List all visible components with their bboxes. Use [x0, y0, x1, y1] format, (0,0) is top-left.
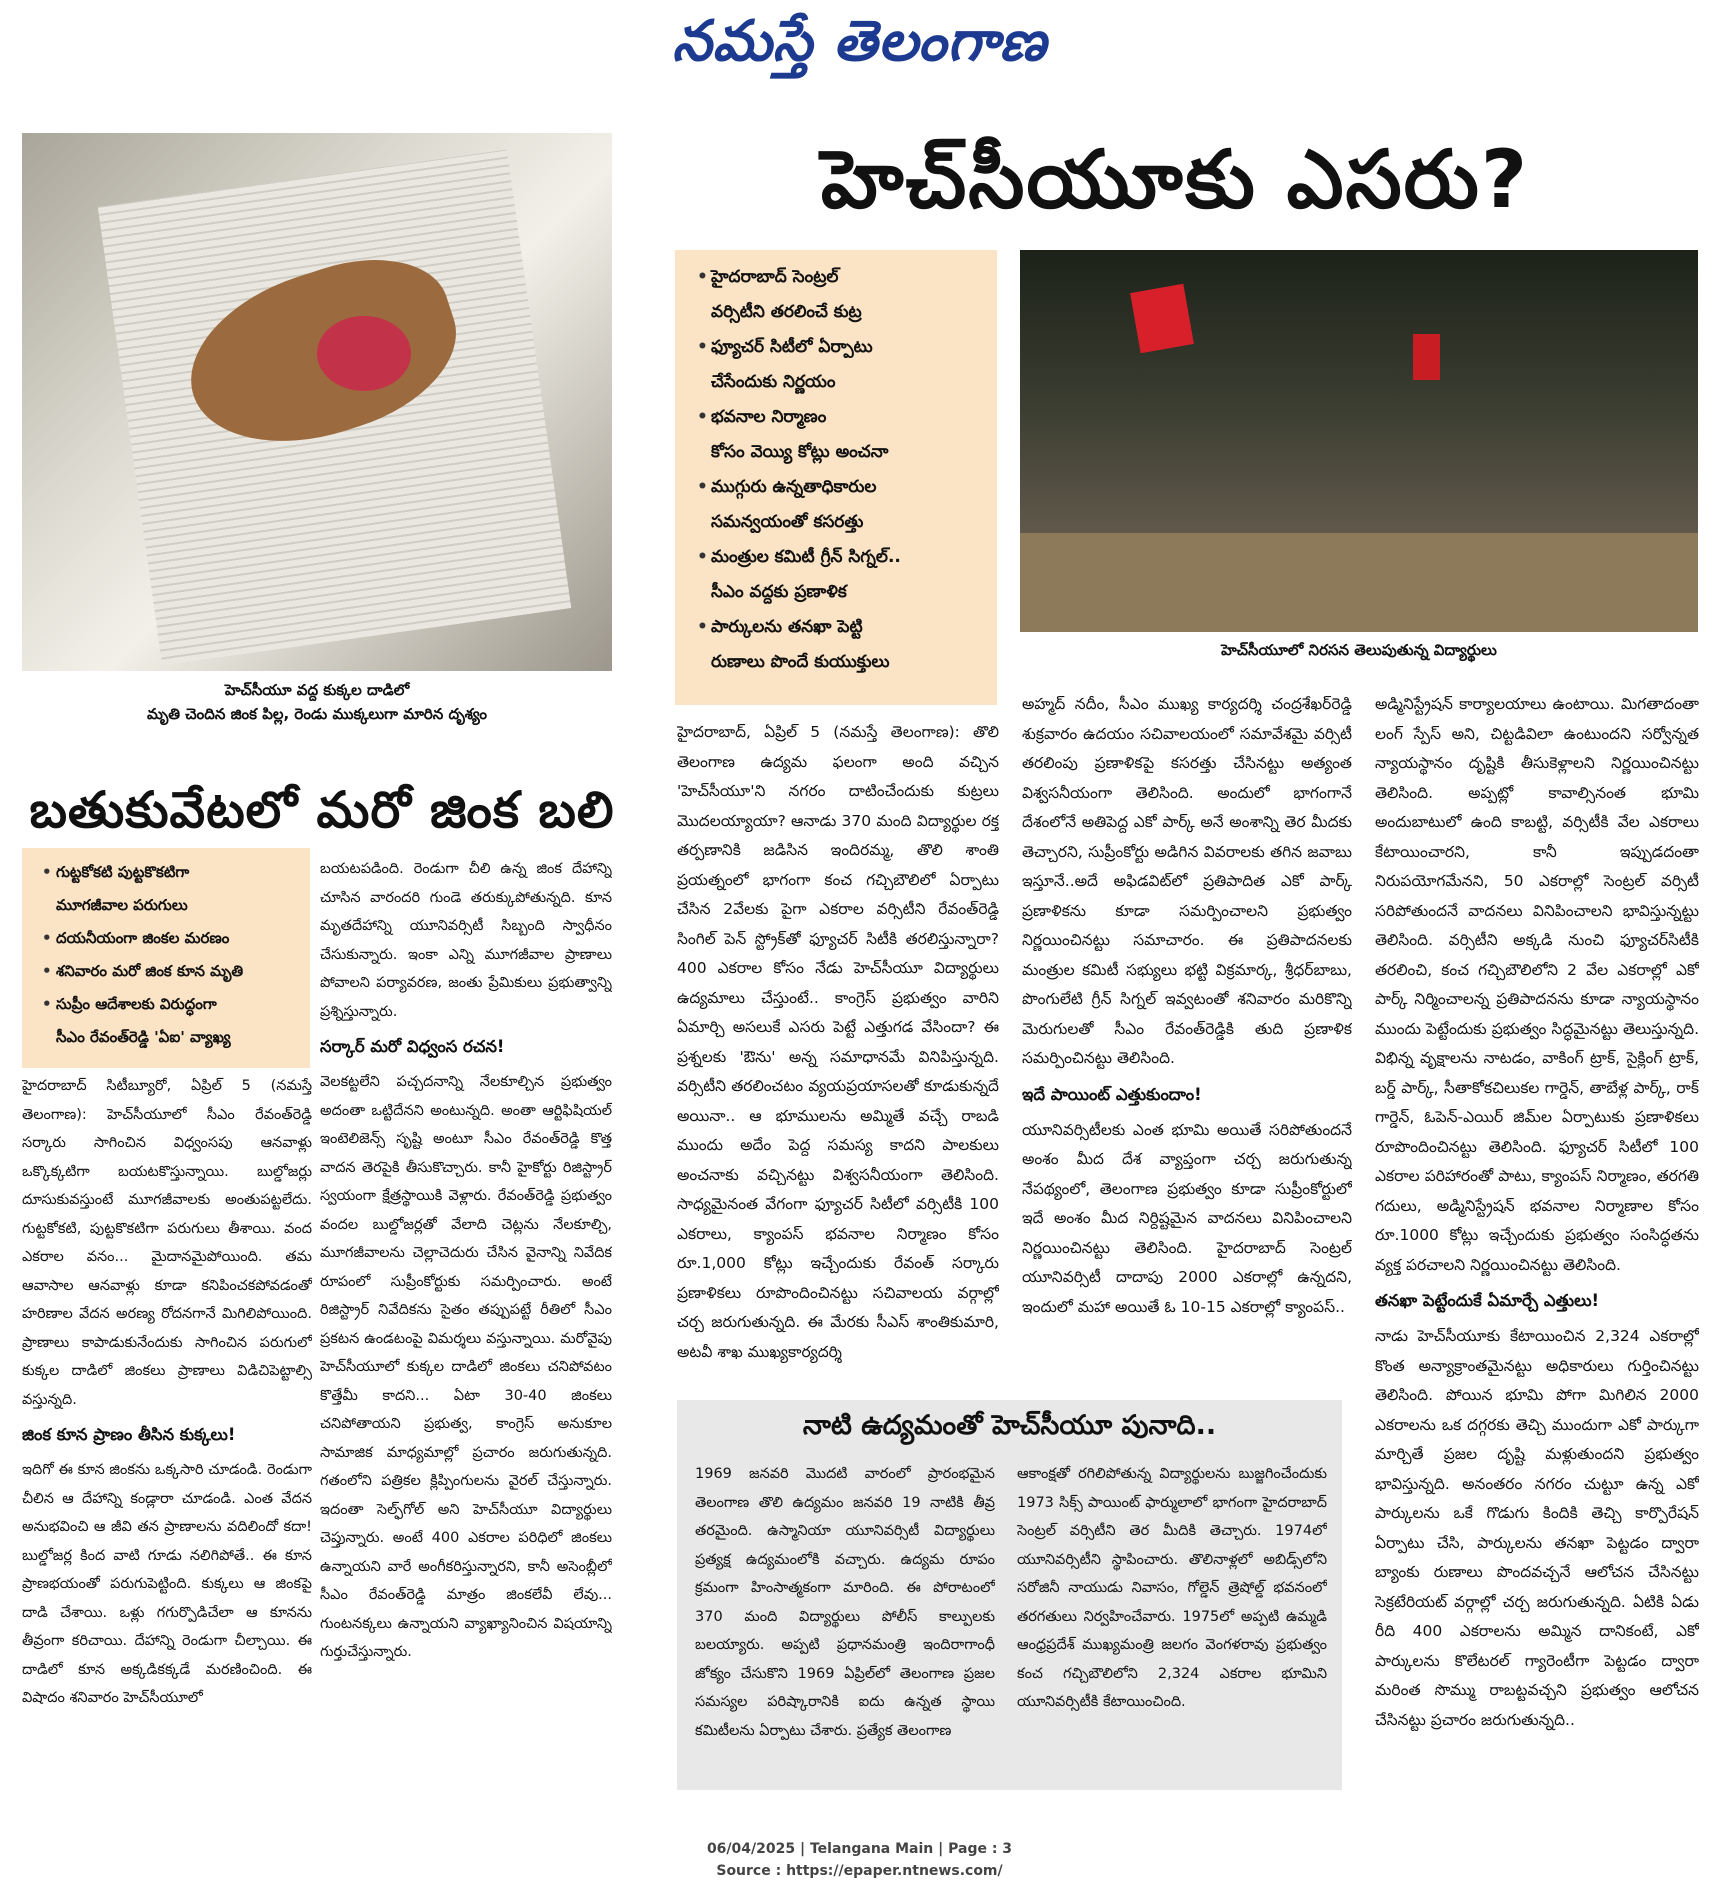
- subheading: జింక కూన ప్రాణం తీసిన కుక్కలు!: [22, 1425, 236, 1444]
- main-headline: హెచ్‌సీయూకు ఎసరు?: [820, 133, 1530, 226]
- history-box-column-1: 1969 జనవరి మొదటి వారంలో ప్రారంభమైన తెలంగాణ తొలి ఉద్యమం జనవరి 19 నాటికి తీవ్ర తరమైంది. ఉస్మానియా యూనివర్సిటీ విద్యార్థులు ప్రత్యక్ష ఉద్యమంలోకి వచ్చారు. ఉద్యమ రూపం క్రమంగా హింసాత్మకంగా మారింది. ఈ పోరాటంలో 370 మంది విద్యార్థులు పోలీస్ కాల్పులకు బలయ్యారు. అప్పటి ప్రధానమంత్రి ఇందిరాగాంధీ జోక్యం చేసుకొని 1969 ఏప్రిల్‌లో తెలంగాణ ప్రజల సమస్యల పరిష్కారానికి ఐదు ఉన్నత స్థాయి కమిటీలను ఏర్పాటు చేశారు. ప్రత్యేక తెలంగాణ: [695, 1466, 995, 1739]
- footer-date-edition: 06/04/2025 | Telangana Main | Page : 3: [706, 1841, 1013, 1857]
- highlight-item: • గుట్టకోకటి పుట్టకొకటిగా మూగజీవాల పరుగులు: [56, 856, 302, 922]
- highlight-item: • శనివారం మరో జింక కూన మృతి: [56, 955, 302, 988]
- highlight-item: • మంత్రుల కమిటీ గ్రీన్ సిగ్నల్.. సీఎం వద్దకు ప్రణాళిక: [711, 540, 983, 610]
- paragraph: అహ్మద్ నదీం, సీఎం ముఖ్య కార్యదర్శి చంద్రశేఖర్‌రెడ్డి శుక్రవారం ఉదయం సచివాలయంలో సమావేశమై వర్సిటీ తరలింపు ప్రణాళికపై కసరత్తు చేసినట్టు అత్యంత విశ్వసనీయంగా తెలిసింది. అందులో భాగంగానే దేశంలోనే అతిపెద్ద ఎకో పార్క్ అనే అంశాన్ని తెర మీదకు తెచ్చారని, సుప్రీంకోర్టు అడిగిన వివరాలకు తగిన జవాబు ఇస్తూనే..అదే అఫిడవిట్‌లో ప్రతిపాదిత ఎకో పార్క్ ప్రణాళికను కూడా సమర్పించాలని ప్రభుత్వం నిర్ణయించినట్టు సమాచారం. ఈ ప్రతిపాదనలకు మంత్రుల కమిటీ సభ్యులు భట్టి విక్రమార్క, శ్రీధర్‌బాబు, పొంగులేటి గ్రీన్ సిగ్నల్ ఇవ్వటంతో శనివారం మరికొన్ని మెరుగులతో సీఎం రేవంత్‌రెడ్డికి తుది ప్రణాళిక సమర్పించినట్టు తెలిసింది.: [1022, 695, 1352, 1067]
- highlight-item: • భవనాల నిర్మాణం కోసం వెయ్యి కోట్లు అంచనా: [711, 400, 983, 470]
- paragraph: యూనివర్సిటీలకు ఎంత భూమి అయితే సరిపోతుందనే అంశం మీద దేశ వ్యాప్తంగా చర్చ జరుగుతున్న నేపథ్యంలో, తెలంగాణ ప్రభుత్వం కూడా సుప్రీంకోర్టులో ఇదే అంశం మీద నిర్దిష్టమైన వాదనలు వినిపించాలని నిర్ణయించినట్టు తెలిసింది. హైదరాబాద్ సెంట్రల్ యూనివర్సిటీ దాదాపు 2000 ఎకరాల్లో ఉన్నదని, ఇందులో మహా అయితే ఓ 10-15 ఎకరాల్లో క్యాంపస్..: [1022, 1120, 1352, 1316]
- deer-story-column-1: [22, 1072, 312, 1832]
- subheading: సర్కార్ మరో విధ్వంస రచన!: [320, 1037, 505, 1056]
- highlight-item: • సుప్రీం ఆదేశాలకు విరుద్ధంగా సీఎం రేవంత్‌రెడ్డి 'ఏఐ' వ్యాఖ్య: [56, 988, 302, 1054]
- paragraph: వెలకట్టలేని పచ్చదనాన్ని నేలకూల్చిన ప్రభుత్వం అదంతా ఒట్టిదేనని అంటున్నది. అంతా ఆర్టిఫిషియల్ ఇంటెలిజెన్స్ సృష్టి అంటూ సీఎం రేవంత్‌రెడ్డి కొత్త వాదన తెరపైకి తీసుకొచ్చారు. కానీ హైకోర్టు రిజిస్ట్రార్ స్వయంగా క్షేత్రస్థాయికి వెళ్లారు. రేవంత్‌రెడ్డి ప్రభుత్వం వందల బుల్డోజర్లతో వేలాది చెట్లను నేలకూల్చి, మూగజీవాలను చెల్లాచెదురు చేసిన వైనాన్ని నివేదిక రూపంలో సుప్రీంకోర్టుకు సమర్పించారు. అంటే రిజిస్ట్రార్ నివేదికను సైతం తప్పుపట్టే రీతిలో సీఎం ప్రకటన ఉండటంపై విమర్శలు వస్తున్నాయి. మరోవైపు హెచ్‌సీయూలో కుక్కల దాడిలో జింకలు చనిపోవటం కొత్తేమీ కాదని... ఏటా 30-40 జింకలు చనిపోతాయని ప్రభుత్వ, కాంగ్రెస్ అనుకూల సామాజిక మాధ్యమాల్లో ప్రచారం జరుగుతున్నది. గతంలోని పత్రికల క్లిప్పింగులను వైరల్ చేస్తున్నారు. ఇదంతా సెల్ఫ్‌గోల్ అని హెచ్‌సీయూ విద్యార్థులు చెప్తున్నారు. అంటే 400 ఎకరాల పరిధిలో జింకలు ఉన్నాయని వారే అంగీకరిస్తున్నారని, కానీ అసెంబ్లీలో సీఎం రేవంత్‌రెడ్డి మాత్రం జింకలేవీ లేవు... గుంటనక్కలు ఉన్నాయని వ్యాఖ్యానించిన విషయాన్ని గుర్తుచేస్తున్నారు.: [320, 1074, 612, 1660]
- deer-photo: [22, 133, 612, 671]
- paragraph: ఇదిగో ఈ కూన జింకను ఒక్కసారి చూడండి. రెండుగా చీలిన ఆ దేహాన్ని కండ్లారా చూడండి. ఎంత వేదన అనుభవించి ఆ జీవి తన ప్రాణాలను వదిలిందో కదా! బుల్డోజర్ల కింద వాటి గూడు నలిగిపోతే.. ఈ కూన ప్రాణభయంతో పరుగుపెట్టింది. కుక్కలు ఆ జింకపై దాడి చేశాయి. ఒళ్లు గగుర్పొడిచేలా ఆ కూనను తీవ్రంగా కరిచాయి. దేహాన్ని రెండుగా చీల్చాయి. ఈ దాడిలో కూన అక్కడికక్కడే మరణించింది. ఈ విషాదం శనివారం హెచ్‌సీయూలో: [22, 1462, 312, 1706]
- highlight-item: • పార్కులను తనఖా పెట్టి రుణాలు పొందే కుయుక్తులు: [711, 610, 983, 680]
- protest-photo: [1020, 250, 1698, 632]
- highlight-item: • హైదరాబాద్ సెంట్రల్ వర్సిటీని తరలించే కుట్ర: [711, 260, 983, 330]
- paragraph: హైదరాబాద్, ఏప్రిల్ 5 (నమస్తే తెలంగాణ): తొలి తెలంగాణ ఉద్యమ ఫలంగా అంది వచ్చిన 'హెచ్‌సీయూ'ని నగరం దాటించేందుకు కుట్రలు మొదలయ్యాయా? ఆనాడు 370 మంది విద్యార్థుల రక్త తర్పణానికి జడిసిన ఇందిరమ్మ, తొలి శాంతి ప్రయత్నంలో భాగంగా కంచ గచ్చిబౌలిలో ఏర్పాటు చేసిన 2వేలకు పైగా ఎకరాల వర్సిటీని రేవంత్‌రెడ్డి సింగిల్ పెన్ స్ట్రోక్‌తో ఫ్యూచర్ సిటీకి తరలిస్తున్నారా? 400 ఎకరాల కోసం నేడు హెచ్‌సీయూ విద్యార్థులు ఉద్యమాలు చేస్తుంటే.. కాంగ్రెస్ ప్రభుత్వం వారిని ఏమార్చి అసలుకే ఎసరు పెట్టే ఎత్తుగడ వేసిందా? ఈ ప్రశ్నలకు 'ఔను' అన్న సమాధానమే వినిపిస్తున్నది. వర్సిటీని తరలించటం వ్యయప్రయాసలతో కూడుకున్నదే అయినా.. ఆ భూములను అమ్మితే వచ్చే రాబడి ముందు అదేం పెద్ద సమస్య కాదని పాలకులు అంచనాకు వచ్చినట్టు విశ్వసనీయంగా తెలిసింది. సాధ్యమైనంత వేగంగా ఫ్యూచర్ సిటీలో వర్సిటీకి 100 ఎకరాలు, క్యాంపస్ భవనాల నిర్మాణం కోసం రూ.1,000 కోట్లు ఇచ్చేందుకు రేవంత్ సర్కారు ప్రణాళికలు రూపొందించినట్టు సచివాలయ వర్గాల్లో చర్చ జరుగుతున్నది. ఈ మేరకు సీఎస్ శాంతికుమారి, అటవీ శాఖ ముఖ్యకార్యదర్శి: [677, 723, 999, 1361]
- history-box-column-2: ఆకాంక్షతో రగిలిపోతున్న విద్యార్థులను బుజ్జగించేందుకు 1973 సిక్స్ పాయింట్ ఫార్ములాలో భాగంగా హైదరాబాద్ సెంట్రల్ వర్సిటీని తెర మీదికి తెచ్చారు. 1974లో యూనివర్సిటీని స్థాపించారు. తొలినాళ్లలో అబిడ్స్‌లోని సరోజినీ నాయుడు నివాసం, గోల్డెన్ త్రెషోల్డ్ భవనంలో తరగతులు నిర్వహించేవారు. 1975లో అప్పటి ఉమ్మడి ఆంధ్రప్రదేశ్ ముఖ్యమంత్రి జలగం వెంగళరావు ప్రభుత్వం కంచ గచ్చిబౌలిలోని 2,324 ఎకరాల భూమిని యూనివర్సిటీకి కేటాయించింది.: [1017, 1466, 1327, 1710]
- history-box: [677, 1400, 1342, 1790]
- highlight-item: • ఫ్యూచర్ సిటీలో ఏర్పాటు చేసేందుకు నిర్ణయం: [711, 330, 983, 400]
- paragraph: నాడు హెచ్‌సీయూకు కేటాయించిన 2,324 ఎకరాల్లో కొంత అన్యాక్రాంతమైనట్టు అధికారులు గుర్తించినట్టు తెలిసింది. పోయిన భూమి పోగా మిగిలిన 2000 ఎకరాలను ఒక దగ్గరకు తెచ్చి ముందుగా ఎకో పార్కుగా మార్చితే ప్రజల దృష్టి మళ్లుతుందని ప్రభుత్వం భావిస్తున్నది. అనంతరం నగరం చుట్టూ ఉన్న ఎకో పార్కులను ఒకే గొడుగు కిందికి తెచ్చి కార్పొరేషన్ ఏర్పాటు చేసి, పార్కులను తనఖా పెట్టడం ద్వారా బ్యాంకు రుణాలు పొందవచ్చనే ఆలోచన చేసినట్టు సెక్రటేరియట్ వర్గాల్లో చర్చ జరుగుతున్నది. ఏటికి ఏడు రీది 400 ఎకరాలను అమ్మిన దానికంటే, ఎకో పార్కులను కొలేటరల్ గ్యారెంటీగా పెట్టడం ద్వారా మరింత సొమ్ము రాబట్టవచ్చని ప్రభుత్వం ఆలోచన చేసినట్టు ప్రచారం జరుగుతున్నది..: [1375, 1327, 1699, 1729]
- main-story-column-3: [1375, 690, 1699, 1832]
- highlight-item: • దయనీయంగా జింకల మరణం: [56, 922, 302, 955]
- deer-story-headline: బతుకువేటలో మరో జింక బలి: [29, 781, 615, 839]
- paragraph: అడ్మినిస్ట్రేషన్ కార్యాలయాలు ఉంటాయి. మిగతాదంతా లంగ్ స్పేస్ అని, చిట్టడివిలా ఉంటుందని సర్వోన్నత న్యాయస్థానం దృష్టికి తీసుకెళ్లాలని నిర్ణయించినట్టు తెలిసింది. అప్పట్లో కావాల్సినంత భూమి అందుబాటులో ఉంది కాబట్టి, వర్సిటీకి వేల ఎకరాలు కేటాయించారని, కానీ ఇప్పుడదంతా నిరుపయోగమేనని, 50 ఎకరాల్లో సెంట్రల్ వర్సిటీ సరిపోతుందనే వాదనలు వినిపించాలని భావిస్తున్నట్టు తెలిసింది. వర్సిటీని అక్కడి నుంచి ఫ్యూచర్‌సిటీకి తరలించి, కంచ గచ్చిబౌలిలోని 2 వేల ఎకరాల్లో ఎకో పార్క్ నిర్మించాలన్న ప్రతిపాదనను కూడా న్యాయస్థానం ముందు పెట్టేందుకు ప్రభుత్వం సిద్ధమైనట్టు తెలుస్తున్నది. విభిన్న వృక్షాలను నాటడం, వాకింగ్ ట్రాక్, సైక్లింగ్ ట్రాక్, బర్డ్ పార్క్, సీతాకోకచిలుకల గార్డెన్, తాబేళ్ల పార్క్, రాక్ గార్డెన్, ఓపెన్-ఎయిర్ జిమ్‌ల ఏర్పాటుకు ప్రణాళికలు రూపొందించినట్టు తెలిసింది. ఫ్యూచర్ సిటీలో 100 ఎకరాల పరిహారంతో పాటు, క్యాంపస్ నిర్మాణం, తరగతి గదులు, అడ్మినిస్ట్రేషన్ భవనాల నిర్మాణాల కోసం రూ.1000 కోట్లు ఇచ్చేందుకు ప్రభుత్వం సంసిద్ధతను వ్యక్త పరచాలని నిర్ణయించినట్టు తెలిసింది.: [1375, 695, 1699, 1274]
- masthead: [0, 8, 1719, 88]
- deer-photo-caption: హెచ్‌సీయూ వద్ద కుక్కల దాడిలో మృతి చెందిన జింక పిల్ల, రెండు ముక్కలుగా మారిన దృశ్యం: [147, 681, 487, 723]
- history-box-headline: నాటి ఉద్యమంతో హెచ్‌సీయూ పునాది..: [802, 1410, 1217, 1441]
- deer-story-column-2: [320, 855, 612, 1832]
- masthead-title: నమస్తే తెలంగాణ: [672, 8, 1047, 74]
- footer-source: Source : https://epaper.ntnews.com/: [716, 1863, 1003, 1879]
- paragraph: హైదరాబాద్ సిటీబ్యూరో, ఏప్రిల్ 5 (నమస్తే తెలంగాణ): హెచ్‌సీయూలో సీఎం రేవంత్‌రెడ్డి సర్కారు సాగించిన విధ్వంసపు ఆనవాళ్లు ఒక్కొక్కటిగా బయటకొస్తున్నాయి. బుల్డోజర్లు దూసుకువస్తుంటే మూగజీవాలకు అంతుపట్టలేదు. గుట్టకోకటి, పుట్టకొకటిగా పరుగులు తీశాయి. వంద ఎకరాల వనం... మైదానమైపోయింది. తమ ఆవాసాల ఆనవాళ్లు కూడా కనిపించకపోవడంతో హరిణాల వేదన అరణ్య రోదనగానే మిగిలిపోయింది. ప్రాణాలు కాపాడుకునేందుకు సాగించిన పరుగులో కుక్కల దాడిలో జింకలు ప్రాణాలు విడిచిపెట్టాల్సి వస్తున్నది.: [22, 1078, 312, 1408]
- highlight-item: • ముగ్గురు ఉన్నతాధికారుల సమన్వయంతో కసరత్తు: [711, 470, 983, 540]
- subheading: తనఖా పెట్టేందుకే ఏమార్చే ఎత్తులు!: [1375, 1291, 1600, 1310]
- page-footer: [0, 1838, 1719, 1882]
- subheading: ఇదే పాయింట్ ఎత్తుకుందాం!: [1022, 1084, 1202, 1104]
- main-highlights-box: [675, 250, 997, 705]
- paragraph: బయటపడింది. రెండుగా చీలి ఉన్న జింక దేహాన్ని చూసిన వారందరి గుండె తరుక్కుపోతున్నది. కూన మృతదేహాన్ని యూనివర్సిటీ సిబ్బంది స్వాధీనం చేసుకున్నారు. ఇంకా ఎన్ని మూగజీవాల ప్రాణాలు పోవాలని పర్యావరణ, జంతు ప్రేమికులు ప్రభుత్వాన్ని ప్రశ్నిస్తున్నారు.: [320, 861, 612, 1020]
- protest-photo-caption: హెచ్‌సీయూలో నిరసన తెలుపుతున్న విద్యార్థులు: [1221, 641, 1497, 659]
- deer-highlights-box: [22, 848, 310, 1068]
- main-story-column-1: [677, 718, 999, 1378]
- main-story-column-2: [1022, 690, 1352, 1380]
